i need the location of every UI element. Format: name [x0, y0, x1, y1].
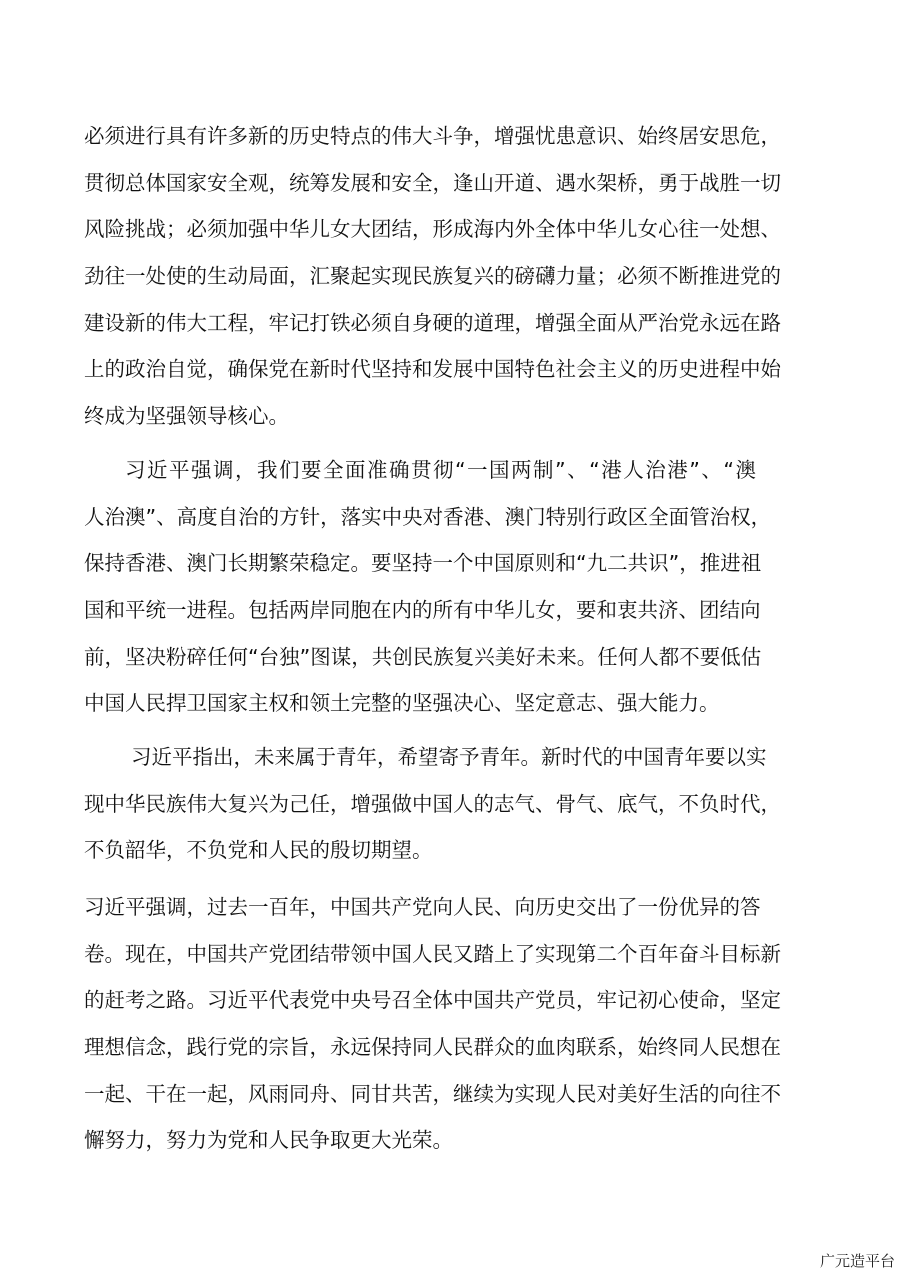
- text-line: 建设新的伟大工程，牢记打铁必须自身硬的道理，增强全面从严治党永远在路: [84, 310, 781, 335]
- text-line: 现中华民族伟大复兴为己任，增强做中国人的志气、骨气、底气，不负时代，: [84, 791, 781, 816]
- paragraph-2: [84, 447, 772, 727]
- text-line: 上的政治自觉，确保党在新时代坚持和发展中国特色社会主义的历史进程中始: [84, 357, 781, 382]
- text-line: 国和平统一进程。包括两岸同胞在内的所有中华儿女，要和衷共济、团结向: [84, 598, 761, 623]
- text-line: 不负韶华，不负党和人民的殷切期望。: [84, 838, 433, 863]
- text-line: 终成为坚强领导核心。: [84, 404, 289, 429]
- text-line: 理想信念，践行党的宗旨，永远保持同人民群众的血肉联系，始终同人民想在: [84, 1035, 781, 1060]
- text-line: 贯彻总体国家安全观，统筹发展和安全，逢山开道、遇水架桥，勇于战胜一切: [84, 170, 781, 195]
- paragraph-4: [84, 884, 781, 1164]
- text-line: 人治澳”、高度自治的方针，落实中央对香港、澳门特别行政区全面管治权，: [84, 504, 772, 529]
- paragraph-1: [84, 113, 781, 440]
- paragraph-3: [84, 734, 781, 874]
- footer-watermark: 广元造平台: [819, 1252, 895, 1270]
- text-line: 前，坚决粉碎任何“台独”图谋，共创民族复兴美好未来。任何人都不要低估: [84, 644, 762, 669]
- text-line: 习近平强调，过去一百年，中国共产党向人民、向历史交出了一份优异的答: [84, 895, 761, 919]
- text-line: 卷。现在，中国共产党团结带领中国人民又踏上了实现第二个百年奋斗目标新: [84, 941, 781, 966]
- text-line: 劲往一处使的生动局面，汇聚起实现民族复兴的磅礴力量；必须不断推进党的: [84, 264, 781, 289]
- text-line: 保持香港、澳门长期繁荣稳定。要坚持一个中国原则和“九二共识”，推进祖: [84, 551, 762, 576]
- text-line: 一起、干在一起，风雨同舟、同甘共苦，继续为实现人民对美好生活的向往不: [84, 1081, 781, 1106]
- text-line: 必须进行具有许多新的历史特点的伟大斗争，增强忧患意识、始终居安思危，: [84, 124, 781, 148]
- text-line: 习近平强调，我们要全面准确贯彻“一国两制”、“港人治港”、“澳: [125, 458, 756, 482]
- text-line: 懈努力，努力为党和人民争取更大光荣。: [84, 1128, 453, 1153]
- text-line: 风险挑战；必须加强中华儿女大团结，形成海内外全体中华儿女心往一处想、: [84, 217, 781, 242]
- text-line: 习近平指出，未来属于青年，希望寄予青年。新时代的中国青年要以实: [131, 745, 767, 769]
- text-line: 中国人民捍卫国家主权和领土完整的坚强决心、坚定意志、强大能力。: [84, 691, 720, 716]
- text-line: 的赶考之路。习近平代表党中央号召全体中国共产党员，牢记初心使命，坚定: [84, 988, 781, 1013]
